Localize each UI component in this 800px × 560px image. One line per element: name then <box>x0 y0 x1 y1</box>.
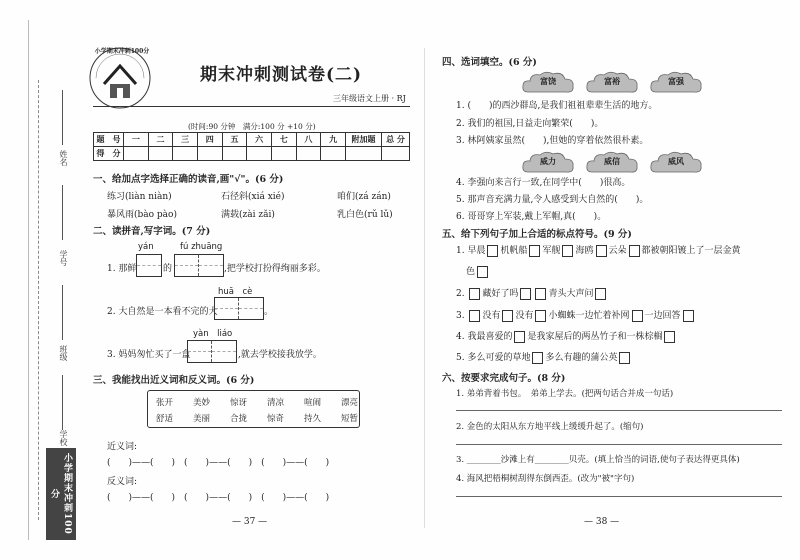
word: 惊奇 <box>267 414 285 424</box>
sec1-item[interactable]: 乳白色(rǔ lǔ) <box>337 210 393 220</box>
section-1-heading: 一、给加点字选择正确的读音,画"√"。(6 分) <box>93 174 284 185</box>
q2-2-after: 。 <box>264 307 274 317</box>
q2-1-mid: 的 <box>163 264 173 274</box>
punct-box[interactable] <box>562 245 573 257</box>
q4-3[interactable]: 3. 林阿姨家虽然( ),但她的穿着依然很朴素。 <box>456 136 649 146</box>
word: 美丽 <box>193 414 211 424</box>
q5-text: 5. 多么可爱的草地 <box>456 353 531 363</box>
antonym-label: 反义词: <box>107 477 138 487</box>
word: 漂亮 <box>341 398 359 408</box>
score-cell: 得 分 <box>94 147 124 161</box>
punct-box[interactable] <box>683 310 694 322</box>
page-number-right: — 38 — <box>584 517 620 527</box>
punct-box[interactable] <box>469 288 480 300</box>
q5-4 <box>456 329 677 343</box>
score-input[interactable] <box>247 147 272 161</box>
logo-text: 小学期末冲刺100分 <box>94 48 150 55</box>
sec1-item[interactable]: 咱们(zá zán) <box>337 192 391 202</box>
word: 清凉 <box>267 398 285 408</box>
punct-box[interactable] <box>469 310 480 322</box>
cloud-word: 富裕 <box>604 76 620 86</box>
q5-text: 4. 我最喜爱的 <box>456 332 513 342</box>
synonym-label: 近义词: <box>107 442 138 452</box>
student-id-blank[interactable] <box>62 185 63 240</box>
title-divider <box>93 106 410 107</box>
word: 惊讶 <box>230 398 248 408</box>
score-input[interactable] <box>321 147 346 161</box>
score-input[interactable] <box>222 147 247 161</box>
q2-3-before: 3. 妈妈匆忙买了一盒 <box>107 350 191 360</box>
score-cell: 附加题 <box>346 133 382 147</box>
word-row <box>156 396 378 408</box>
grade-label: 三年级语文上册 · RJ <box>333 94 406 103</box>
q5-2 <box>456 286 608 300</box>
q5-text: 海鸥 <box>575 246 594 256</box>
punct-box[interactable] <box>529 245 540 257</box>
q5-text: 是我家屋后的两丛竹子和一株棕榈 <box>527 332 663 342</box>
write-grid[interactable] <box>136 254 162 277</box>
binding-edge-line <box>28 20 29 540</box>
q5-text: 3. <box>456 311 468 321</box>
punct-box[interactable] <box>535 288 546 300</box>
q5-text: 云朵 <box>608 246 627 256</box>
time-note: (时间:90 分钟 满分:100 分 +10 分) <box>188 122 316 131</box>
score-cell: 三 <box>173 133 198 147</box>
punct-box[interactable] <box>502 310 513 322</box>
word-row <box>156 412 378 424</box>
punct-box[interactable] <box>532 352 543 364</box>
q5-1-cont <box>466 264 490 278</box>
cloud-word: 威力 <box>540 156 556 166</box>
cloud-word: 威信 <box>604 156 620 166</box>
sec1-item[interactable]: 满载(zài zǎi) <box>221 210 275 220</box>
q5-text: 青头大声问 <box>548 289 594 299</box>
q5-text: 色 <box>466 267 476 277</box>
punct-box[interactable] <box>619 352 630 364</box>
score-cell: 四 <box>197 133 222 147</box>
q5-text: 机帆船 <box>500 246 528 256</box>
score-input[interactable] <box>296 147 321 161</box>
score-header-row <box>94 133 410 147</box>
school-label: 学校 <box>59 430 68 446</box>
score-input[interactable] <box>173 147 198 161</box>
series-tag: 小学期末冲刺100分 <box>46 448 76 540</box>
section-3-heading: 三、我能找出近义词和反义词。(6 分) <box>93 375 255 386</box>
section-2-heading: 二、读拼音,写字词。(7 分) <box>93 226 211 237</box>
pinyin-yanliao: yàn liáo <box>193 329 233 339</box>
sec1-item[interactable]: 暴风雨(bào pào) <box>107 210 177 220</box>
q6-3[interactable]: 3. ________沙滩上有________贝壳。(填上恰当的词语,使句子表达得更具体) <box>456 455 740 465</box>
page-title: 期末冲刺测试卷(二) <box>200 65 363 85</box>
score-input[interactable] <box>382 147 410 161</box>
q5-5 <box>456 350 632 364</box>
score-cell: 六 <box>247 133 272 147</box>
write-grid[interactable] <box>214 297 264 320</box>
binding-strip <box>0 0 80 560</box>
word: 喧闹 <box>304 398 322 408</box>
q5-text: 没有 <box>482 311 501 321</box>
binding-cut-line <box>38 80 39 520</box>
q5-text: 多么有趣的蒲公英 <box>545 353 618 363</box>
q5-text: 藏好了吗 <box>482 289 519 299</box>
score-value-row <box>94 147 410 161</box>
cloud-word: 威风 <box>668 156 684 166</box>
class-blank[interactable] <box>62 285 63 340</box>
q5-text: 军舰 <box>542 246 561 256</box>
pinyin-yan: yán <box>138 242 154 252</box>
q6-2: 2. 金色的太阳从东方地平线上缓缓升起了。(缩句) <box>456 422 644 432</box>
q2-1-after: ,把学校打扮得绚丽多彩。 <box>224 264 326 274</box>
q2-1-before: 1. 那鲜 <box>107 264 137 274</box>
answer-line[interactable] <box>456 496 782 497</box>
punct-box[interactable] <box>632 310 643 322</box>
score-cell: 五 <box>222 133 247 147</box>
q5-text: 没有 <box>515 311 534 321</box>
section-5-heading: 五、给下列句子加上合适的标点符号。(9 分) <box>442 229 632 240</box>
name-label: 姓名 <box>59 150 68 166</box>
word: 合拢 <box>230 414 248 424</box>
pinyin-fuzhuang: fú zhuāng <box>180 242 223 252</box>
score-cell: 一 <box>124 133 149 147</box>
write-grid[interactable] <box>187 340 237 363</box>
q5-1-start: 1. 早晨 <box>456 246 486 256</box>
score-table <box>93 132 410 161</box>
score-cell: 总 分 <box>382 133 410 147</box>
score-input[interactable] <box>271 147 296 161</box>
word: 短暂 <box>341 414 359 424</box>
section-4-heading: 四、选词填空。(6 分) <box>442 57 537 68</box>
q4-1[interactable]: 1. ( )的西沙群岛,是我们祖祖辈辈生活的地方。 <box>456 101 658 111</box>
punct-box[interactable] <box>629 245 640 257</box>
punct-box[interactable] <box>487 245 498 257</box>
name-blank[interactable] <box>62 90 63 145</box>
student-id-label: 学号 <box>59 250 68 266</box>
school-blank[interactable] <box>62 375 63 430</box>
q2-2-before: 2. 大自然是一本看不完的大 <box>107 307 218 317</box>
q5-3 <box>456 308 696 322</box>
score-input[interactable] <box>197 147 222 161</box>
write-grid[interactable] <box>174 254 224 277</box>
q4-6[interactable]: 6. 哥哥穿上军装,戴上军帽,真( )。 <box>456 212 607 222</box>
class-label: 班级 <box>59 345 68 361</box>
score-cell: 二 <box>148 133 173 147</box>
page-number-left: — 37 — <box>232 517 268 527</box>
score-input[interactable] <box>148 147 173 161</box>
q6-4: 4. 海风把梧桐树刮得东倒西歪。(改为"被"字句) <box>456 474 635 484</box>
pinyin-huace: huā cè <box>218 287 253 297</box>
punct-box[interactable] <box>595 288 606 300</box>
punct-box[interactable] <box>596 245 607 257</box>
answer-line[interactable] <box>456 444 782 445</box>
word: 美妙 <box>193 398 211 408</box>
q5-text: 一边回答 <box>644 311 681 321</box>
q6-1: 1. 弟弟背着书包。 弟弟上学去。(把两句话合并成一句话) <box>456 389 674 399</box>
synonym-pairs[interactable]: ( )——( ) ( )——( ) ( )——( ) <box>107 458 330 468</box>
answer-line[interactable] <box>456 410 782 411</box>
punct-box[interactable] <box>514 331 525 343</box>
punct-box[interactable] <box>520 288 531 300</box>
antonym-pairs[interactable]: ( )——( ) ( )——( ) ( )——( ) <box>107 493 330 503</box>
score-cell: 题 号 <box>94 133 124 147</box>
q5-text: 2. <box>456 289 468 299</box>
sec1-item[interactable]: 石径斜(xiá xié) <box>221 192 285 202</box>
section-6-heading: 六、按要求完成句子。(8 分) <box>442 373 566 384</box>
word: 舒适 <box>156 414 174 424</box>
q5-text: 小蜘蛛一边忙着补网 <box>548 311 630 321</box>
q2-3-after: ,就去学校接我放学。 <box>238 350 322 360</box>
punct-box[interactable] <box>535 310 546 322</box>
score-input[interactable] <box>124 147 149 161</box>
q5-text: 都被朝阳镀上了一层金黄 <box>641 246 741 256</box>
punct-box[interactable] <box>664 331 675 343</box>
word: 张开 <box>156 398 174 408</box>
score-cell: 九 <box>321 133 346 147</box>
score-cell: 八 <box>296 133 321 147</box>
cloud-word: 富强 <box>668 76 684 86</box>
word: 持久 <box>304 414 322 424</box>
cloud-word: 富饶 <box>540 76 556 86</box>
q5-1 <box>456 243 741 257</box>
q4-2[interactable]: 2. 我们的祖国,日益走向繁荣( )。 <box>456 119 604 129</box>
q4-5[interactable]: 5. 那声音充满力量,令人感受到大自然的( )。 <box>456 195 649 205</box>
score-input[interactable] <box>346 147 382 161</box>
center-divider <box>424 48 425 528</box>
punct-box[interactable] <box>477 266 488 278</box>
score-cell: 七 <box>271 133 296 147</box>
q4-4[interactable]: 4. 李强向来言行一致,在同学中( )很高。 <box>456 178 631 188</box>
sec1-item[interactable]: 练习(liàn niàn) <box>107 192 172 202</box>
